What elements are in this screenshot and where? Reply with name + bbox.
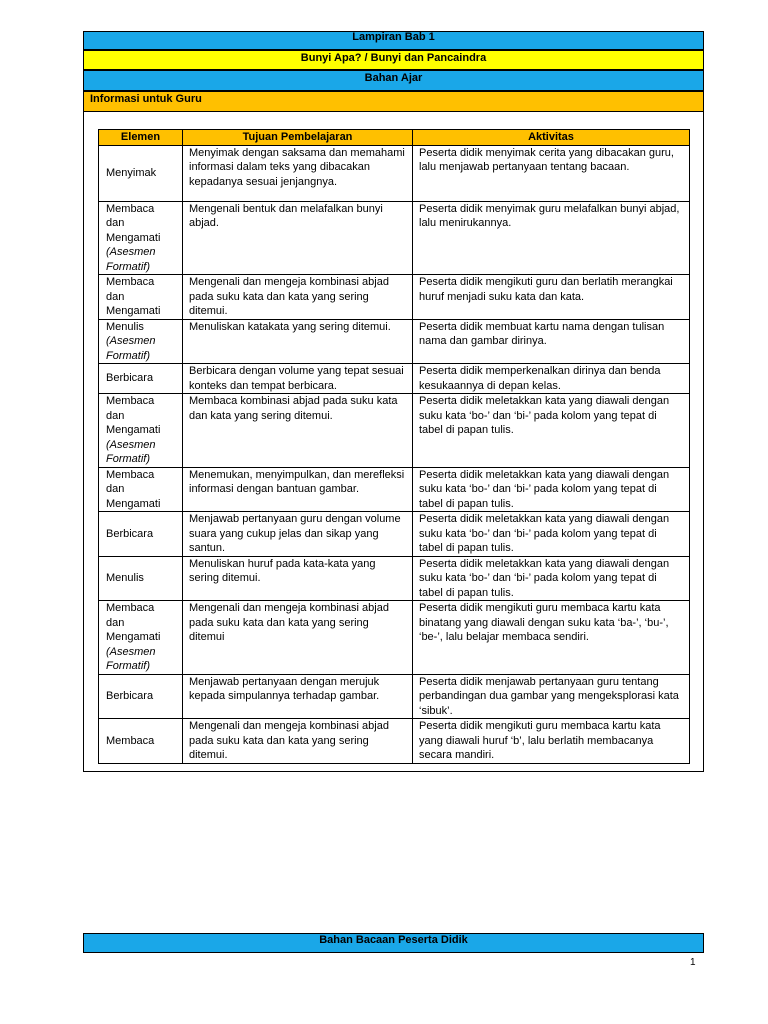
elemen-word: Membaca: [106, 468, 155, 481]
cell-tujuan: Membaca kombinasi abjad pada suku kata dan kata yang sering ditemui.: [183, 394, 413, 468]
cell-elemen: [99, 556, 183, 601]
elemen-word: Membaca: [106, 602, 155, 614]
table-row: [99, 556, 690, 601]
table-row: [99, 512, 690, 557]
info-guru-band: [83, 91, 704, 112]
cell-aktivitas: Peserta didik memperkenalkan dirinya dan benda kesukaannya di depan kelas.: [413, 364, 690, 394]
cell-elemen: [99, 201, 183, 275]
elemen-word: Mengamati: [106, 424, 161, 436]
elemen-word: Menulis: [106, 320, 144, 333]
table-row: [99, 319, 690, 364]
cell-aktivitas: Peserta didik menyimak cerita yang dibacakan guru, lalu menjawab pertanyaan tentang bacaan.: [413, 145, 690, 201]
cell-aktivitas: Peserta didik meletakkan kata yang diawali dengan suku kata ‘bo-’ dan ‘bi-’ pada kolom yang tepat di tabel di papan tulis.: [413, 467, 690, 512]
elemen-asesmen-label: (Asesmen: [106, 645, 156, 658]
cell-tujuan: Menyimak dengan saksama dan memahami informasi dalam teks yang dibacakan kepadanya sesuai jenjangnya.: [183, 145, 413, 201]
table-row: [99, 601, 690, 675]
cell-aktivitas: Peserta didik meletakkan kata yang diawali dengan suku kata ‘bo-’ dan ‘bi-’ pada kolom yang tepat di tabel di papan tulis.: [413, 556, 690, 601]
table-header-row: [99, 130, 690, 146]
elemen-word: dan: [106, 483, 125, 495]
elemen-word: Menyimak: [106, 166, 157, 179]
bahan-ajar-band: [83, 70, 704, 91]
cell-aktivitas: Peserta didik meletakkan kata yang diawali dengan suku kata ‘bo-’ dan ‘bi-’ pada kolom yang tepat di tabel di papan tulis.: [413, 394, 690, 468]
elemen-word: Berbicara: [106, 372, 154, 385]
cell-aktivitas: Peserta didik mengikuti guru dan berlatih merangkai huruf menjadi suku kata dan kata.: [413, 275, 690, 320]
bahan-ajar-title: Bahan Ajar: [364, 72, 423, 84]
cell-elemen: [99, 364, 183, 394]
elemen-asesmen-label: Formatif): [106, 349, 150, 362]
cell-tujuan: Menjawab pertanyaan guru dengan volume suara yang cukup jelas dan sikap yang santun.: [183, 512, 413, 557]
table-row: [99, 674, 690, 719]
column-header-aktivitas: Aktivitas: [413, 130, 690, 146]
elemen-word: Membaca: [106, 734, 155, 747]
lampiran-title-band: [83, 31, 704, 50]
elemen-word: dan: [106, 217, 125, 229]
elemen-word: dan: [106, 290, 125, 303]
elemen-word: dan: [106, 616, 125, 629]
table-row: [99, 201, 690, 275]
cell-tujuan: Mengenali bentuk dan melafalkan bunyi abjad.: [183, 201, 413, 275]
elemen-word: Berbicara: [106, 690, 154, 702]
lampiran-title: Lampiran Bab 1: [352, 31, 435, 43]
cell-elemen: [99, 145, 183, 201]
table-row: [99, 719, 690, 764]
cell-tujuan: Mengenali dan mengeja kombinasi abjad pada suku kata dan kata yang sering ditemui.: [183, 719, 413, 764]
elemen-word: Membaca: [106, 395, 155, 407]
elemen-word: Mengamati: [106, 231, 161, 244]
cell-elemen: [99, 467, 183, 512]
objectives-table: [98, 129, 690, 764]
cell-tujuan: Menjawab pertanyaan dengan merujuk kepada simpulannya terhadap gambar.: [183, 674, 413, 719]
table-row: [99, 364, 690, 394]
cell-tujuan: Menemukan, menyimpulkan, dan merefleksi informasi dengan bantuan gambar.: [183, 467, 413, 512]
elemen-asesmen-label: (Asesmen: [106, 246, 156, 258]
cell-elemen: [99, 275, 183, 320]
cell-elemen: [99, 601, 183, 675]
cell-aktivitas: Peserta didik mengikuti guru membaca kartu kata yang diawali huruf ‘b’, lalu berlatih membacanya secara mandiri.: [413, 719, 690, 764]
elemen-word: Mengamati: [106, 497, 161, 510]
column-header-tujuan: Tujuan Pembelajaran: [183, 130, 413, 146]
topic-title: Bunyi Apa? / Bunyi dan Pancaindra: [300, 52, 487, 64]
table-row: [99, 275, 690, 320]
cell-aktivitas: Peserta didik menjawab pertanyaan guru tentang perbandingan dua gambar yang mengeksplorasi kata ‘sibuk’.: [413, 674, 690, 719]
elemen-word: dan: [106, 409, 125, 422]
topic-band: [83, 50, 704, 70]
table-row: [99, 145, 690, 201]
cell-elemen: [99, 394, 183, 468]
elemen-asesmen-label: Formatif): [106, 260, 150, 273]
table-row: [99, 467, 690, 512]
cell-aktivitas: Peserta didik membuat kartu nama dengan tulisan nama dan gambar dirinya.: [413, 319, 690, 364]
cell-tujuan: Mengenali dan mengeja kombinasi abjad pada suku kata dan kata yang sering ditemui.: [183, 275, 413, 320]
elemen-word: Mengamati: [106, 305, 161, 317]
bahan-bacaan-band: [83, 933, 704, 953]
cell-tujuan: Menuliskan katakata yang sering ditemui.: [183, 319, 413, 364]
cell-elemen: [99, 674, 183, 719]
elemen-word: Berbicara: [106, 527, 154, 540]
cell-tujuan: Menuliskan huruf pada kata-kata yang sering ditemui.: [183, 556, 413, 601]
page-number: 1: [690, 957, 696, 968]
elemen-asesmen-label: Formatif): [106, 453, 150, 465]
cell-tujuan: Mengenali dan mengeja kombinasi abjad pada suku kata dan kata yang sering ditemui: [183, 601, 413, 675]
elemen-word: Menulis: [106, 572, 144, 584]
cell-tujuan: Berbicara dengan volume yang tepat sesuai konteks dan tempat berbicara.: [183, 364, 413, 394]
cell-aktivitas: Peserta didik meletakkan kata yang diawali dengan suku kata ‘bo-’ dan ‘bi-’ pada kolom yang tepat di tabel di papan tulis.: [413, 512, 690, 557]
elemen-asesmen-label: (Asesmen: [106, 438, 156, 451]
bahan-bacaan-title: Bahan Bacaan Peserta Didik: [319, 934, 468, 946]
cell-aktivitas: Peserta didik mengikuti guru membaca kartu kata binatang yang diawali dengan suku kata ‘ba-’, ‘bu-’, ‘be-’, lalu belajar membaca sendiri.: [413, 601, 690, 675]
cell-elemen: [99, 512, 183, 557]
elemen-word: Mengamati: [106, 631, 161, 643]
elemen-word: Membaca: [106, 276, 155, 288]
cell-elemen: [99, 319, 183, 364]
info-guru-title: Informasi untuk Guru: [90, 93, 202, 105]
elemen-word: Membaca: [106, 202, 155, 215]
cell-aktivitas: Peserta didik menyimak guru melafalkan bunyi abjad, lalu menirukannya.: [413, 201, 690, 275]
cell-elemen: [99, 719, 183, 764]
elemen-asesmen-label: Formatif): [106, 660, 150, 672]
table-row: [99, 394, 690, 468]
elemen-asesmen-label: (Asesmen: [106, 335, 156, 347]
column-header-elemen: Elemen: [99, 130, 183, 146]
